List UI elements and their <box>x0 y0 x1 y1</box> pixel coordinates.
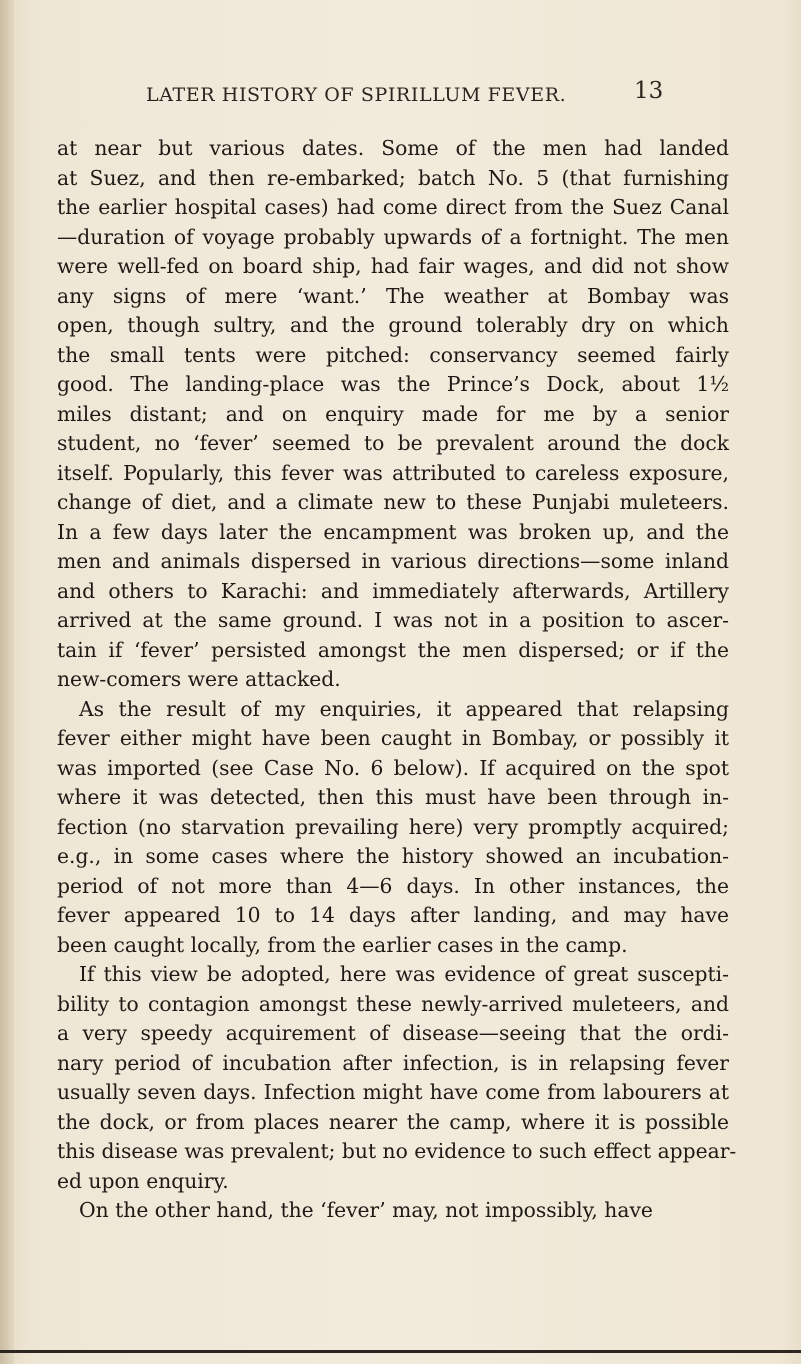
text-line: fection (no starvation prevailing here) very promptly acquired; <box>57 814 729 839</box>
text-line: As the result of my enquiries, it appeared that relapsing <box>79 696 729 721</box>
text-line: student, no ‘fever’ seemed to be prevalent around the dock <box>57 431 729 455</box>
text-line: tain if ‘fever’ persisted amongst the men dispersed; or if the <box>57 637 729 662</box>
text-line: were well-fed on board ship, had fair wages, and did not show <box>57 254 729 278</box>
text-line: period of not more than 4—6 days. In other instances, the <box>57 873 729 898</box>
text-line: men and animals dispersed in various directions—some inland <box>57 549 729 573</box>
text-line: miles distant; and on enquiry made for me by a senior <box>57 401 729 426</box>
bottom-edge-rule <box>0 1350 801 1353</box>
text-line: arrived at the same ground. I was not in a position to ascer- <box>57 608 729 632</box>
text-line: nary period of incubation after infection, is in relapsing fever <box>57 1050 729 1075</box>
running-head: LATER HISTORY OF SPIRILLUM FEVER. <box>146 84 567 106</box>
text-line: change of diet, and a climate new to these Punjabi muleteers. <box>57 490 729 514</box>
text-line: itself. Popularly, this fever was attributed to careless exposure, <box>57 460 729 485</box>
page-gutter-shadow <box>0 0 14 1364</box>
text-line: where it was detected, then this must have been through in- <box>57 785 729 809</box>
body-text <box>57 134 737 1226</box>
text-line: fever appeared 10 to 14 days after landing, and may have <box>57 903 729 927</box>
text-line: —duration of voyage probably upwards of a fortnight. The men <box>57 224 729 249</box>
page-header <box>0 78 801 118</box>
text-line: a very speedy acquirement of disease—seeing that the ordi- <box>57 1021 729 1045</box>
text-line: the small tents were pitched: conservancy seemed fairly <box>57 342 729 367</box>
text-line: open, though sultry, and the ground tolerably dry on which <box>57 313 729 337</box>
text-line: If this view be adopted, here was evidence of great suscepti- <box>79 962 729 986</box>
text-line: and others to Karachi: and immediately afterwards, Artillery <box>57 578 729 603</box>
text-line: usually seven days. Infection might have come from labourers at <box>57 1080 729 1104</box>
text-line: fever either might have been caught in Bombay, or possibly it <box>57 726 729 750</box>
text-line: In a few days later the encampment was broken up, and the <box>57 519 729 544</box>
text-line: the dock, or from places nearer the camp, where it is possible <box>57 1109 729 1134</box>
text-line: this disease was prevalent; but no evidence to such effect appear- <box>57 1139 737 1163</box>
text-line: bility to contagion amongst these newly-arrived muleteers, and <box>57 991 729 1016</box>
page-number: 13 <box>634 78 664 104</box>
text-line: at Suez, and then re-embarked; batch No. 5 (that furnishing <box>57 165 729 190</box>
text-line: On the other hand, the ‘fever’ may, not impossibly, have <box>79 1198 653 1222</box>
text-line: the earlier hospital cases) had come direct from the Suez Canal <box>57 195 729 219</box>
text-line: was imported (see Case No. 6 below). If acquired on the spot <box>57 755 729 780</box>
text-line: any signs of mere ‘want.’ The weather at Bombay was <box>57 283 729 308</box>
text-line: ed upon enquiry. <box>57 1168 229 1193</box>
text-line: e.g., in some cases where the history showed an incubation- <box>57 844 729 868</box>
text-line: good. The landing-place was the Prince’s Dock, about 1½ <box>57 372 729 396</box>
text-line: at near but various dates. Some of the men had landed <box>57 136 729 160</box>
text-line: been caught locally, from the earlier cases in the camp. <box>57 932 628 957</box>
text-line: new-comers were attacked. <box>57 667 341 691</box>
